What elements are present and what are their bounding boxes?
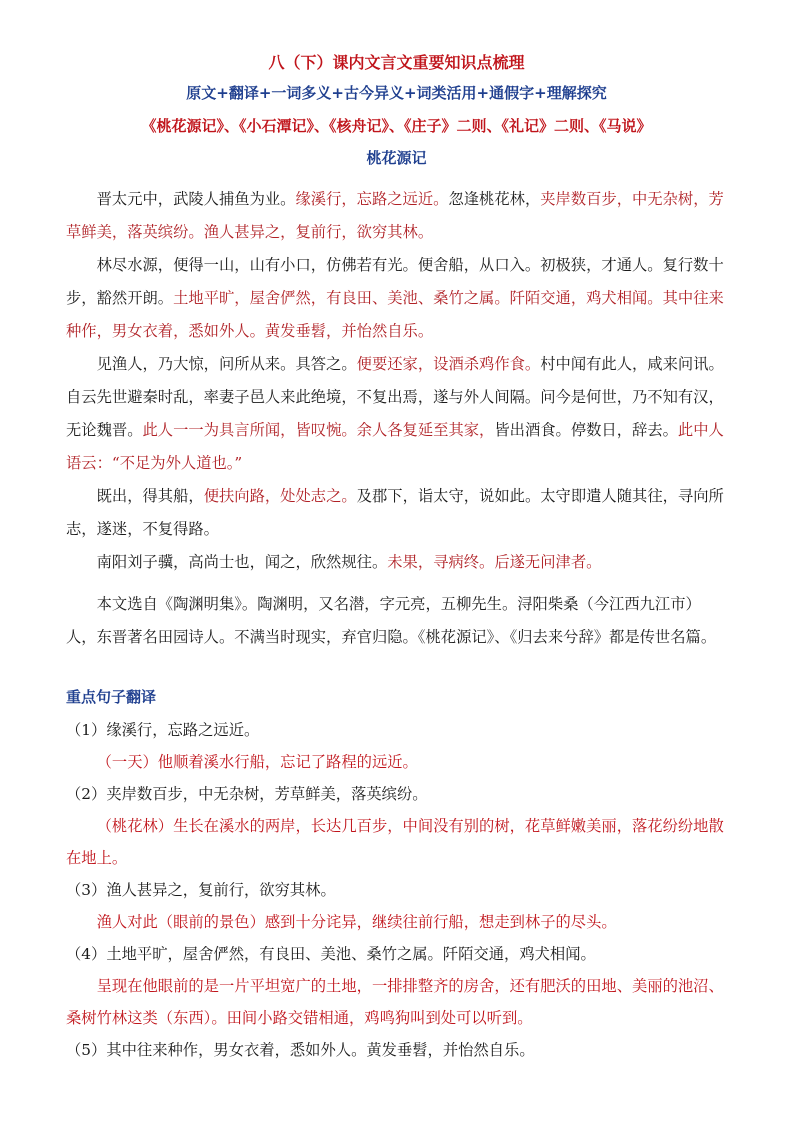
passage-segment: 村中闻有此人，咸来问讯。自云先世避秦时乱，率妻子邑人来此绝境，不复出焉，遂与外人间隔。问今是何世，乃不知有汉，无论魏晋。 bbox=[66, 355, 724, 439]
translation-question: （3）渔人甚异之，复前行，欲穷其林。 bbox=[66, 881, 336, 899]
passage-segment: 未果，寻病终。后遂无问津者。 bbox=[387, 553, 602, 571]
translation-question: （1）缘溪行，忘路之远近。 bbox=[66, 721, 260, 739]
translation-answer: （桃花林）生长在溪水的两岸，长达几百步，中间没有别的树，花草鲜嫩美丽，落花纷纷地散在地上。 bbox=[66, 817, 724, 867]
passage-segment: 缘溪行，忘路之远近。 bbox=[295, 190, 449, 208]
contents-line: 《桃花源记》、《小石潭记》、《核舟记》、《庄子》二则、《礼记》二则、《马说》 bbox=[141, 117, 652, 135]
section-title: 桃花源记 bbox=[366, 149, 427, 167]
passage-segment: 见渔人，乃大惊，问所从来。具答之。 bbox=[96, 355, 357, 373]
intro-paragraph: 本文选自《陶渊明集》。陶渊明，又名潜，字元亮，五柳先生。浔阳柴桑（今江西九江市）人，东晋著名田园诗人。不满当时现实，弃官归隐。《桃花源记》、《归去来兮辞》都是传世名篇。 bbox=[66, 595, 717, 646]
passage-paragraph bbox=[66, 480, 731, 546]
translation-question: （2）夹岸数百步，中无杂树，芳草鲜美，落英缤纷。 bbox=[66, 785, 428, 803]
author-intro bbox=[66, 588, 731, 654]
passage-text bbox=[66, 183, 731, 579]
passage-segment: 及郡下，诣太守，说如此。太守即遣人随其往，寻向所志，遂迷，不复得路。 bbox=[66, 487, 724, 538]
passage-segment: 林尽水源，便得一山，山有小口，仿佛若有光。便舍船，从口入。初极狭，才通人。复行数十步，豁然开朗。 bbox=[66, 256, 724, 307]
translation-answer: 呈现在他眼前的是一片平坦宽广的土地，一排排整齐的房舍，还有肥沃的田地、美丽的池沼、桑树竹林这类（东西）。田间小路交错相通，鸡鸣狗叫到处可以听到。 bbox=[66, 977, 724, 1027]
passage-paragraph bbox=[66, 348, 731, 480]
passage-segment: 南阳刘子骥，高尚士也，闻之，欣然规往。 bbox=[96, 553, 388, 571]
passage-segment: 此人一一为具言所闻，皆叹惋。余人各复延至其家， bbox=[142, 421, 495, 439]
translation-answer: 渔人对此（眼前的景色）感到十分诧异，继续往前行船，想走到林子的尽头。 bbox=[96, 913, 617, 931]
passage-segment: 土地平旷，屋舍俨然，有良田、美池、桑竹之属。阡陌交通，鸡犬相闻。其中往来种作，男女衣着，悉如外人。黄发垂髫，并怡然自乐。 bbox=[66, 289, 724, 340]
passage-segment: 便扶向路，处处志之。 bbox=[203, 487, 357, 505]
passage-paragraph bbox=[66, 546, 731, 579]
translation-list bbox=[66, 714, 731, 1066]
passage-segment: 便要还家，设酒杀鸡作食。 bbox=[356, 355, 541, 373]
passage-segment: 夹岸数百步，中无杂树，芳草鲜美，落英缤纷。 bbox=[66, 190, 724, 241]
translation-question: （4）土地平旷，屋舍俨然，有良田、美池、桑竹之属。阡陌交通，鸡犬相闻。 bbox=[66, 945, 596, 963]
translation-heading: 重点句子翻译 bbox=[66, 688, 157, 706]
passage-segment: 晋太元中，武陵人捕鱼为业。 bbox=[96, 190, 296, 208]
translation-answer: （一天）他顺着溪水行船，忘记了路程的远近。 bbox=[96, 753, 418, 771]
document-subtitle: 原文+翻译+一词多义+古今异义+词类活用+通假字+理解探究 bbox=[186, 84, 607, 102]
passage-segment: 既出，得其船， bbox=[96, 487, 204, 505]
translation-question: （5）其中往来种作，男女衣着，悉如外人。黄发垂髫，并怡然自乐。 bbox=[66, 1041, 535, 1059]
passage-segment: 忽逢桃花林， bbox=[448, 190, 541, 208]
passage-segment: 皆出酒食。停数日，辞去。 bbox=[494, 421, 678, 439]
document-title: 八（下）课内文言文重要知识点梳理 bbox=[268, 53, 525, 72]
passage-segment: 渔人甚异之，复前行，欲穷其林。 bbox=[203, 223, 434, 241]
passage-segment: 此中人语云：“不足为外人道也。” bbox=[66, 421, 724, 472]
passage-paragraph bbox=[66, 183, 731, 249]
passage-paragraph bbox=[66, 249, 731, 348]
